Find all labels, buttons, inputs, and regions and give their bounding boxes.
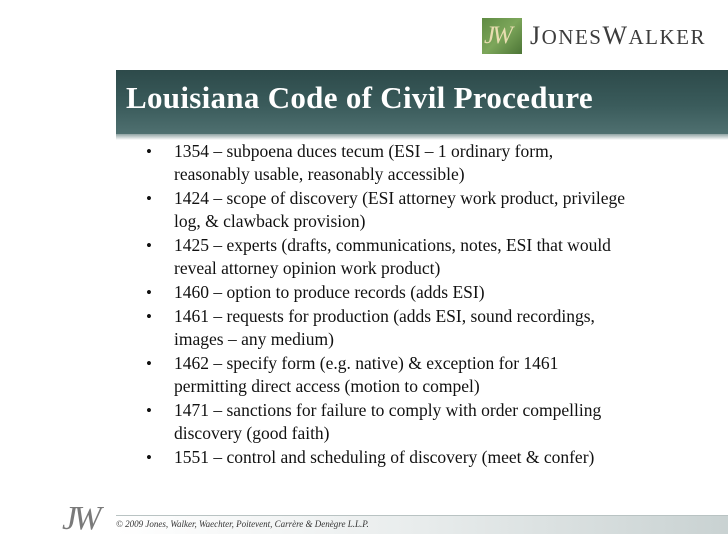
logo-rest-alker: ALKER (628, 25, 707, 49)
bullet-item (140, 187, 700, 233)
jw-logo-mark-icon (482, 18, 522, 54)
bullet-line-2: log, & clawback provision) (174, 211, 366, 231)
bullet-dot: • (146, 354, 152, 373)
bullet-line-1: 1424 – scope of discovery (ESI attorney work product, privilege (174, 188, 625, 208)
bullet-line-1: 1460 – option to produce records (adds ESI) (174, 282, 485, 302)
jones-walker-logo (482, 16, 706, 56)
logo-rest-ones: ONES (541, 25, 603, 49)
bullet-item (140, 234, 700, 280)
bullet-line-2: images – any medium) (174, 329, 334, 349)
bullet-list (140, 140, 700, 470)
bullet-dot: • (146, 236, 152, 255)
bullet-dot: • (146, 283, 152, 302)
footer-copyright: © 2009 Jones, Walker, Waechter, Poitevent, Carrère & Denègre L.L.P. (116, 519, 369, 529)
bullet-line-2: reasonably usable, reasonably accessible) (174, 164, 465, 184)
bullet-item (140, 352, 700, 398)
bullet-line-2: permitting direct access (motion to compel) (174, 376, 480, 396)
bullet-item (140, 140, 700, 186)
bullet-dot: • (146, 307, 152, 326)
bullet-line-2: reveal attorney opinion work product) (174, 258, 441, 278)
footer-monogram-icon: JW (62, 500, 98, 537)
bullet-item (140, 281, 700, 304)
bullet-line-1: 1471 – sanctions for failure to comply with order compelling (174, 400, 602, 420)
bullet-dot: • (146, 448, 152, 467)
slide-title: Louisiana Code of Civil Procedure (126, 80, 593, 115)
bullet-line-2: discovery (good faith) (174, 423, 330, 443)
logo-wordmark (530, 21, 706, 51)
bullet-item (140, 305, 700, 351)
bullet-dot: • (146, 189, 152, 208)
bullet-line-1: 1551 – control and scheduling of discovery (meet & confer) (174, 447, 595, 467)
bullet-line-1: 1461 – requests for production (adds ESI, sound recordings, (174, 306, 595, 326)
bullet-dot: • (146, 142, 152, 161)
logo-mark-letters: JW (484, 22, 510, 49)
bullet-item (140, 399, 700, 445)
bullet-line-1: 1425 – experts (drafts, communications, notes, ESI that would (174, 235, 611, 255)
logo-initial-w: W (602, 21, 629, 50)
logo-initial-j: J (530, 21, 542, 50)
bullet-line-1: 1462 – specify form (e.g. native) & exception for 1461 (174, 353, 559, 373)
bullet-dot: • (146, 401, 152, 420)
bullet-line-1: 1354 – subpoena duces tecum (ESI – 1 ordinary form, (174, 141, 554, 161)
bullet-item (140, 446, 700, 469)
